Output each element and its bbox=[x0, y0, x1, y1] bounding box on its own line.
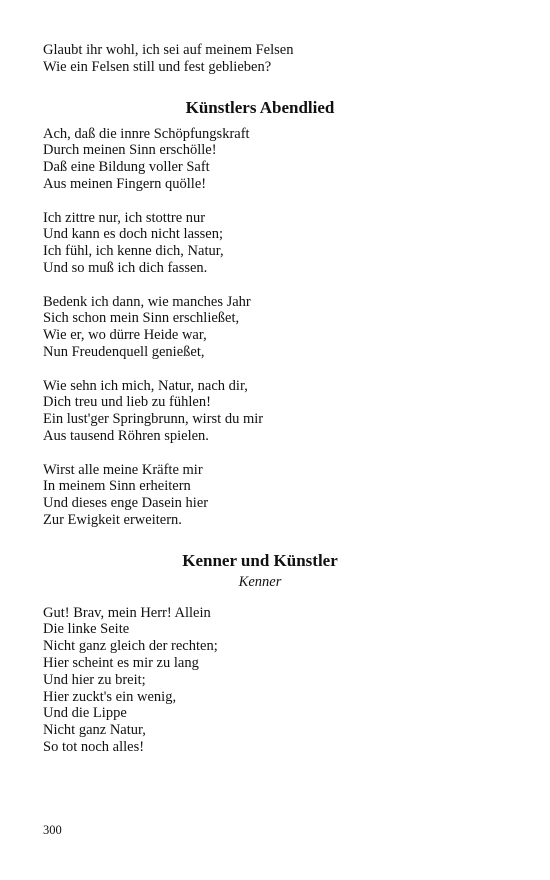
verse-line: Ich zittre nur, ich stottre nur bbox=[43, 209, 206, 226]
verse-line: Nicht ganz Natur, bbox=[43, 722, 146, 739]
stanza bbox=[43, 126, 513, 193]
verse-line: Die linke Seite bbox=[43, 621, 130, 638]
verse-line: Daß eine Bildung voller Saft bbox=[43, 159, 210, 176]
verse-line: Und die Lippe bbox=[43, 705, 127, 722]
verse-line: Glaubt ihr wohl, ich sei auf meinem Felsen bbox=[43, 42, 294, 58]
stanza bbox=[43, 294, 513, 361]
verse-line: Hier zuckt's ein wenig, bbox=[43, 688, 177, 705]
stanza bbox=[43, 210, 513, 277]
verse-line: Zur Ewigkeit erweitern. bbox=[43, 511, 182, 528]
verse-line: Wie er, wo dürre Heide war, bbox=[43, 327, 207, 344]
verse-line: So tot noch alles! bbox=[43, 738, 145, 755]
verse-line: Wirst alle meine Kräfte mir bbox=[43, 461, 203, 478]
stanza bbox=[43, 605, 513, 756]
stanza bbox=[43, 462, 513, 529]
page-number: 300 bbox=[43, 823, 62, 837]
verse-line: Wie sehn ich mich, Natur, nach dir, bbox=[43, 377, 248, 394]
verse-line: Aus tausend Röhren spielen. bbox=[43, 427, 209, 444]
speaker-label: Kenner bbox=[238, 573, 282, 590]
verse-line: In meinem Sinn erheitern bbox=[43, 478, 191, 495]
verse-line: Ach, daß die innre Schöpfungskraft bbox=[43, 125, 250, 142]
stanza bbox=[43, 378, 513, 445]
verse-line: Und so muß ich dich fassen. bbox=[43, 259, 208, 276]
verse-line: Aus meinen Fingern quölle! bbox=[43, 175, 207, 192]
verse-line: Durch meinen Sinn erschölle! bbox=[43, 142, 217, 159]
verse-line: Ein lust'ger Springbrunn, wirst du mir bbox=[43, 411, 264, 428]
verse-line: Wie ein Felsen still und fest geblieben? bbox=[43, 58, 272, 75]
page-body bbox=[43, 42, 513, 756]
verse-line: Nicht ganz gleich der rechten; bbox=[43, 638, 218, 655]
verse-line: Bedenk ich dann, wie manches Jahr bbox=[43, 293, 251, 310]
verse-line: Nun Freudenquell genießet, bbox=[43, 343, 205, 360]
verse-line: Sich schon mein Sinn erschließet, bbox=[43, 310, 240, 327]
verse-line: Hier scheint es mir zu lang bbox=[43, 654, 199, 671]
intro-stanza bbox=[43, 42, 513, 76]
verse-line: Und dieses enge Dasein hier bbox=[43, 495, 209, 512]
poem-title: Künstlers Abendlied bbox=[185, 97, 335, 117]
poem-title: Kenner und Künstler bbox=[182, 550, 338, 570]
verse-line: Ich fühl, ich kenne dich, Natur, bbox=[43, 243, 224, 260]
verse-line: Und kann es doch nicht lassen; bbox=[43, 226, 224, 243]
verse-line: Und hier zu breit; bbox=[43, 671, 146, 688]
verse-line: Dich treu und lieb zu fühlen! bbox=[43, 394, 211, 411]
verse-line: Gut! Brav, mein Herr! Allein bbox=[43, 604, 211, 621]
